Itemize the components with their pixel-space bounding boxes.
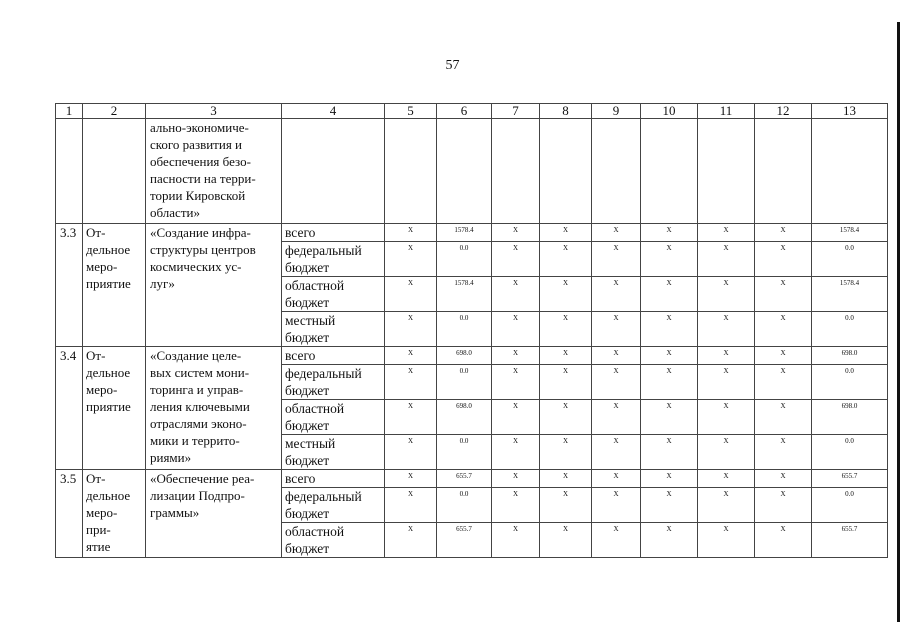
value-cell-c5: X <box>385 365 437 400</box>
value-cell-c5: X <box>385 435 437 470</box>
value-cell-c9: X <box>592 277 641 312</box>
value-cell-c8: X <box>540 470 592 488</box>
budget-source: областной бюджет <box>282 523 385 558</box>
value-cell-c13: 0.0 <box>812 365 888 400</box>
value-cell-c12: X <box>755 224 812 242</box>
col-header: 13 <box>812 104 888 119</box>
value-cell-c12: X <box>755 470 812 488</box>
value-cell-c13: 0.0 <box>812 242 888 277</box>
budget-source: местный бюджет <box>282 312 385 347</box>
value-cell-c13: 698.0 <box>812 347 888 365</box>
value-cell-c10: X <box>641 400 698 435</box>
value-cell-c11: X <box>698 435 755 470</box>
value-cell-c11: X <box>698 523 755 558</box>
value-cell-c6: 698.0 <box>437 400 492 435</box>
header-row <box>56 104 888 119</box>
col-header: 9 <box>592 104 641 119</box>
col-header: 7 <box>492 104 540 119</box>
value-cell-c7: X <box>492 277 540 312</box>
value-cell-c6: 0.0 <box>437 312 492 347</box>
item-number: 3.4 <box>56 347 83 470</box>
value-cell-c9: X <box>592 435 641 470</box>
value-cell-c12: X <box>755 242 812 277</box>
value-cell-c6: 0.0 <box>437 488 492 523</box>
value-cell-c5: X <box>385 400 437 435</box>
value-cell-c7: X <box>492 435 540 470</box>
value-cell-c5: X <box>385 523 437 558</box>
value-cell-c11: X <box>698 347 755 365</box>
value-cell-c10: X <box>641 242 698 277</box>
value-cell-c5: X <box>385 277 437 312</box>
value-cell-c9: X <box>592 224 641 242</box>
value-cell-c6: 655.7 <box>437 523 492 558</box>
value-cell-c10: X <box>641 347 698 365</box>
continuation-text: ально-экономиче- ского развития и обеспечения безо- пасности на терри- тории Кировской области» <box>146 119 282 224</box>
value-cell-c9: X <box>592 365 641 400</box>
value-cell-c6: 698.0 <box>437 347 492 365</box>
budget-source: всего <box>282 224 385 242</box>
value-cell-c9: X <box>592 347 641 365</box>
item-name: «Создание инфра- структуры центров космических ус- луг» <box>146 224 282 347</box>
item-number: 3.5 <box>56 470 83 558</box>
value-cell-c10: X <box>641 523 698 558</box>
table-row <box>56 224 888 242</box>
value-cell-c12: X <box>755 312 812 347</box>
value-cell-c13: 1578.4 <box>812 224 888 242</box>
value-cell-c11: X <box>698 277 755 312</box>
value-cell-c10: X <box>641 224 698 242</box>
value-cell-c11: X <box>698 312 755 347</box>
value-cell-c5: X <box>385 242 437 277</box>
value-cell-c13: 0.0 <box>812 435 888 470</box>
page-edge-bar <box>897 22 900 622</box>
value-cell-c6: 1578.4 <box>437 277 492 312</box>
value-cell-c11: X <box>698 470 755 488</box>
value-cell-c9: X <box>592 242 641 277</box>
value-cell-c8: X <box>540 277 592 312</box>
value-cell-c12: X <box>755 400 812 435</box>
value-cell-c7: X <box>492 312 540 347</box>
value-cell-c5: X <box>385 224 437 242</box>
value-cell-c13: 1578.4 <box>812 277 888 312</box>
value-cell-c10: X <box>641 312 698 347</box>
table-row <box>56 347 888 365</box>
value-cell-c11: X <box>698 400 755 435</box>
item-name: «Создание целе- вых систем мони- торинга и управ- ления ключевыми отраслями эконо- мики и террито- риями» <box>146 347 282 470</box>
value-cell-c9: X <box>592 488 641 523</box>
value-cell-c10: X <box>641 435 698 470</box>
col-header: 4 <box>282 104 385 119</box>
item-type: От- дельное меро- при- ятие <box>83 470 146 558</box>
value-cell-c5: X <box>385 488 437 523</box>
value-cell-c12: X <box>755 488 812 523</box>
value-cell-c12: X <box>755 365 812 400</box>
col-header: 1 <box>56 104 83 119</box>
value-cell-c12: X <box>755 347 812 365</box>
value-cell-c8: X <box>540 400 592 435</box>
table-row <box>56 470 888 488</box>
budget-source: областной бюджет <box>282 400 385 435</box>
value-cell-c7: X <box>492 224 540 242</box>
value-cell-c5: X <box>385 470 437 488</box>
value-cell-c12: X <box>755 435 812 470</box>
col-header: 6 <box>437 104 492 119</box>
value-cell-c8: X <box>540 347 592 365</box>
value-cell-c8: X <box>540 224 592 242</box>
value-cell-c12: X <box>755 277 812 312</box>
item-type: От- дельное меро- приятие <box>83 224 146 347</box>
value-cell-c7: X <box>492 365 540 400</box>
value-cell-c7: X <box>492 242 540 277</box>
budget-source: федеральный бюджет <box>282 488 385 523</box>
value-cell-c7: X <box>492 347 540 365</box>
item-type: От- дельное меро- приятие <box>83 347 146 470</box>
col-header: 3 <box>146 104 282 119</box>
budget-source: федеральный бюджет <box>282 365 385 400</box>
value-cell-c6: 0.0 <box>437 435 492 470</box>
budget-source: областной бюджет <box>282 277 385 312</box>
value-cell-c8: X <box>540 365 592 400</box>
value-cell-c8: X <box>540 435 592 470</box>
value-cell-c8: X <box>540 523 592 558</box>
value-cell-c7: X <box>492 488 540 523</box>
budget-source: местный бюджет <box>282 435 385 470</box>
col-header: 2 <box>83 104 146 119</box>
col-header: 8 <box>540 104 592 119</box>
item-name: «Обеспечение реа- лизации Подпро- граммы» <box>146 470 282 558</box>
value-cell-c11: X <box>698 488 755 523</box>
value-cell-c7: X <box>492 523 540 558</box>
col-header: 10 <box>641 104 698 119</box>
value-cell-c13: 0.0 <box>812 312 888 347</box>
col-header: 12 <box>755 104 812 119</box>
value-cell-c8: X <box>540 242 592 277</box>
value-cell-c9: X <box>592 312 641 347</box>
value-cell-c7: X <box>492 470 540 488</box>
budget-source: всего <box>282 347 385 365</box>
budget-source: всего <box>282 470 385 488</box>
continuation-row <box>56 119 888 224</box>
value-cell-c9: X <box>592 400 641 435</box>
value-cell-c9: X <box>592 470 641 488</box>
value-cell-c6: 1578.4 <box>437 224 492 242</box>
value-cell-c10: X <box>641 277 698 312</box>
col-header: 5 <box>385 104 437 119</box>
value-cell-c11: X <box>698 224 755 242</box>
value-cell-c13: 0.0 <box>812 488 888 523</box>
value-cell-c6: 0.0 <box>437 242 492 277</box>
value-cell-c9: X <box>592 523 641 558</box>
value-cell-c11: X <box>698 365 755 400</box>
value-cell-c5: X <box>385 312 437 347</box>
value-cell-c7: X <box>492 400 540 435</box>
budget-table <box>55 103 888 558</box>
value-cell-c6: 0.0 <box>437 365 492 400</box>
value-cell-c8: X <box>540 312 592 347</box>
col-header: 11 <box>698 104 755 119</box>
value-cell-c5: X <box>385 347 437 365</box>
value-cell-c10: X <box>641 470 698 488</box>
value-cell-c10: X <box>641 365 698 400</box>
value-cell-c13: 655.7 <box>812 523 888 558</box>
value-cell-c6: 655.7 <box>437 470 492 488</box>
value-cell-c13: 698.0 <box>812 400 888 435</box>
item-number: 3.3 <box>56 224 83 347</box>
value-cell-c10: X <box>641 488 698 523</box>
value-cell-c13: 655.7 <box>812 470 888 488</box>
value-cell-c12: X <box>755 523 812 558</box>
value-cell-c11: X <box>698 242 755 277</box>
page-number: 57 <box>445 58 460 73</box>
value-cell-c8: X <box>540 488 592 523</box>
budget-source: федеральный бюджет <box>282 242 385 277</box>
